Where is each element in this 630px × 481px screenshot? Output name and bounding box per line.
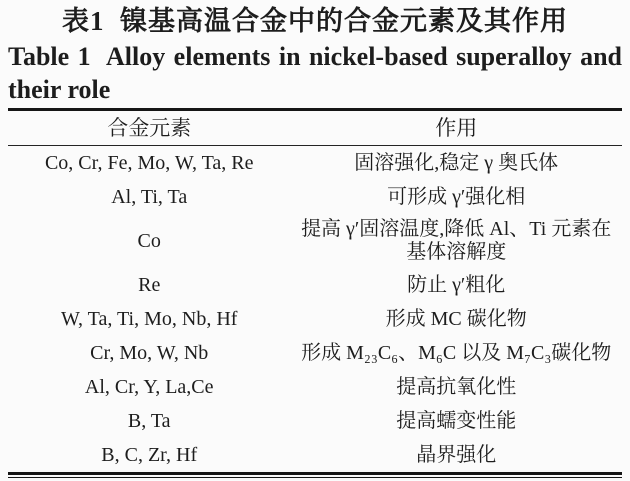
table-row — [8, 214, 622, 268]
cell-alloy-elements: Cr, Mo, W, Nb — [90, 341, 209, 364]
cell-role: 提高抗氧化性 — [396, 375, 517, 398]
table-row — [8, 180, 622, 214]
table-row — [8, 268, 622, 302]
cell-role: 固溶强化,稳定 γ 奥氏体 — [354, 151, 559, 174]
cell-alloy-elements: Re — [138, 273, 161, 296]
cell-alloy-elements: B, C, Zr, Hf — [101, 443, 198, 466]
cell-alloy-elements: Co — [137, 229, 161, 252]
table-row — [8, 438, 622, 472]
table-header-row — [8, 111, 622, 145]
alloy-elements-table — [8, 108, 622, 478]
table-bottom-rule — [8, 472, 622, 478]
table-body — [8, 146, 622, 472]
table-caption-zh: 表1 镍基高温合金中的合金元素及其作用 — [62, 6, 568, 36]
table-caption-en — [8, 40, 622, 106]
column-header-role: 作用 — [435, 116, 478, 140]
table-row — [8, 302, 622, 336]
cell-alloy-elements: Al, Ti, Ta — [111, 185, 188, 208]
cell-alloy-elements: B, Ta — [127, 409, 171, 432]
table-row — [8, 370, 622, 404]
table-caption-en-line1: Table 1 Alloy elements in nickel-based superalloy and — [8, 42, 622, 71]
table-row — [8, 404, 622, 438]
cell-role: 防止 γ′粗化 — [407, 273, 506, 296]
cell-alloy-elements: Co, Cr, Fe, Mo, W, Ta, Re — [44, 151, 254, 174]
cell-role: 可形成 γ′强化相 — [387, 185, 526, 208]
cell-role: 形成 M₂₃C₆、M₆C 以及 M₇C₃碳化物 — [301, 341, 612, 364]
column-header-elements: 合金元素 — [107, 116, 192, 140]
cell-role: 提高 γ′固溶温度,降低 Al、Ti 元素在基体溶解度 — [301, 218, 612, 263]
cell-alloy-elements: Al, Cr, Y, La,Ce — [84, 375, 214, 398]
cell-role: 提高蠕变性能 — [396, 409, 517, 432]
table-row — [8, 146, 622, 180]
cell-role: 形成 MC 碳化物 — [385, 307, 527, 330]
table-row — [8, 336, 622, 370]
cell-alloy-elements: W, Ta, Ti, Mo, Nb, Hf — [61, 307, 238, 330]
table-caption-en-line2: their role — [8, 75, 111, 104]
cell-role: 晶界强化 — [416, 443, 497, 466]
